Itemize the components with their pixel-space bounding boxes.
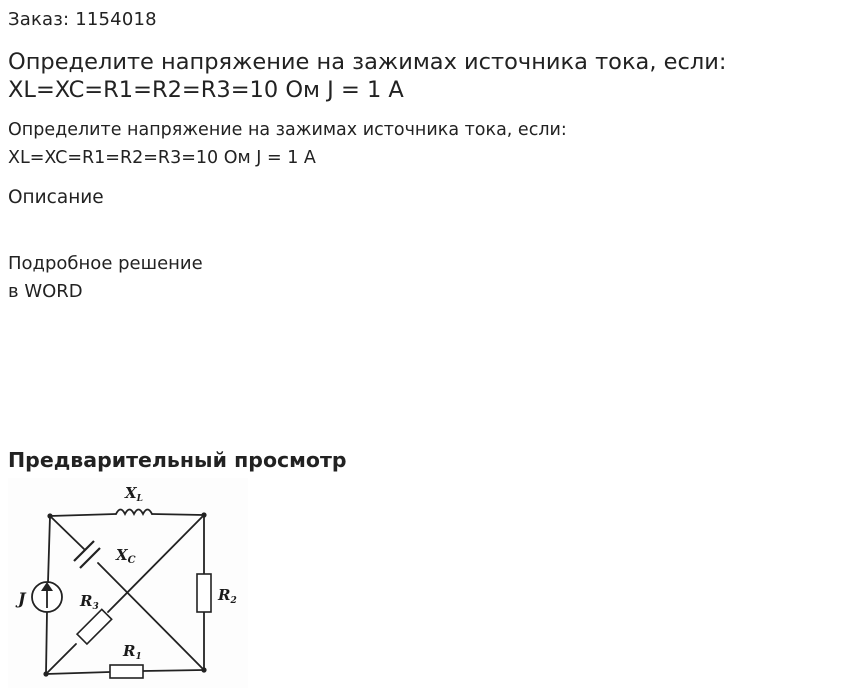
title-line-2: XL=XC=R1=R2=R3=10 Ом J = 1 А (8, 77, 404, 103)
label-j: J (18, 589, 26, 608)
wire-top-right (152, 514, 204, 515)
task-description (8, 116, 567, 172)
label-r3: $R_3$ (80, 592, 99, 612)
order-number: Заказ: 1154018 (8, 9, 157, 30)
wire-left-bottom (46, 612, 47, 674)
description-heading: Описание (8, 187, 104, 208)
title-line-1: Определите напряжение на зажимах источника тока, если: (8, 49, 727, 75)
label-xl: $X_L$ (125, 484, 143, 504)
page-title (8, 48, 828, 104)
resistor-r2 (197, 574, 211, 612)
label-xc: $X_C$ (116, 546, 136, 566)
preview-heading: Предварительный просмотр (8, 448, 347, 472)
circuit-preview-image (8, 478, 248, 688)
label-r2: $R_2$ (218, 586, 237, 606)
solution-line-2: в WORD (8, 281, 83, 302)
label-r1: $R_1$ (123, 642, 142, 662)
circuit-diagram (8, 478, 248, 688)
resistor-r1 (110, 665, 143, 678)
solution-line-1: Подробное решение (8, 253, 203, 274)
description-line-1: Определите напряжение на зажимах источника тока, если: (8, 120, 567, 140)
description-line-2: XL=XC=R1=R2=R3=10 Ом J = 1 А (8, 148, 316, 168)
solution-info (8, 250, 203, 306)
wire-bottom-right (143, 670, 204, 671)
